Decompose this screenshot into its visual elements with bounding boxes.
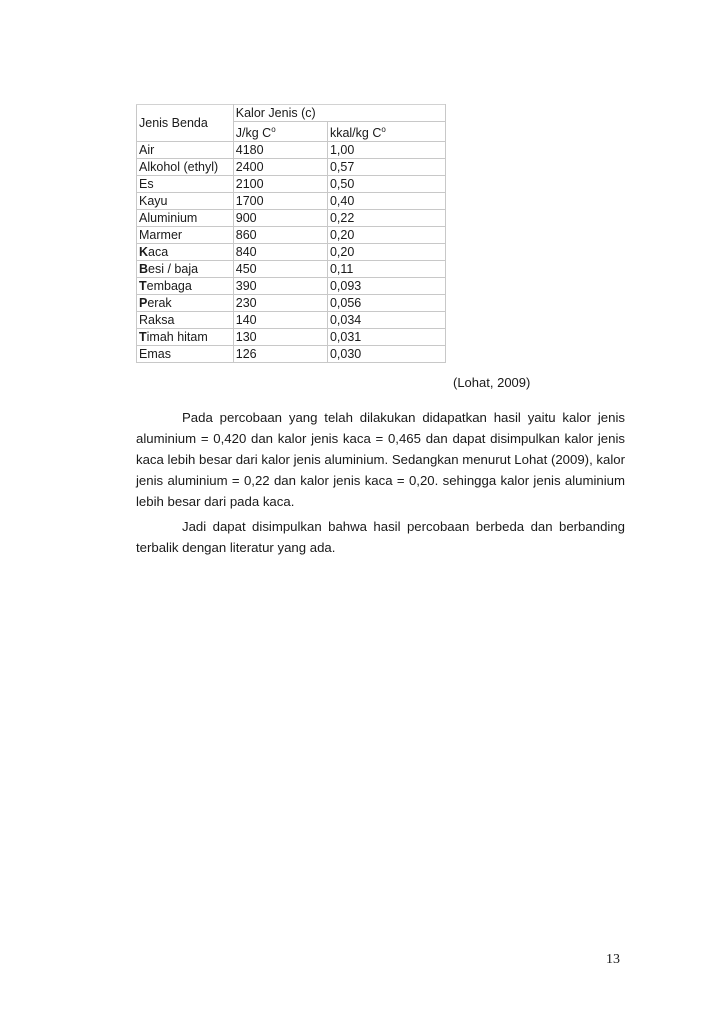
value-joule: 126: [233, 346, 327, 363]
table-row: [137, 244, 446, 261]
value-joule: 390: [233, 278, 327, 295]
specific-heat-table: [136, 104, 446, 363]
unit-joule-sup: o: [271, 125, 276, 134]
table-row: [137, 312, 446, 329]
value-kkal: 0,030: [327, 346, 445, 363]
material-name: [137, 244, 234, 261]
value-joule: 450: [233, 261, 327, 278]
material-name: [137, 312, 234, 329]
value-joule: 140: [233, 312, 327, 329]
value-kkal: 0,20: [327, 244, 445, 261]
table-row: [137, 346, 446, 363]
material-initial: P: [139, 296, 148, 311]
material-name: [137, 193, 234, 210]
value-kkal: 0,57: [327, 159, 445, 176]
material-name: [137, 159, 234, 176]
value-kkal: 0,093: [327, 278, 445, 295]
material-name: [137, 295, 234, 312]
material-initial: T: [139, 330, 147, 345]
value-joule: 2400: [233, 159, 327, 176]
table-row: [137, 278, 446, 295]
material-name: [137, 227, 234, 244]
table-row: [137, 159, 446, 176]
table-row: [137, 227, 446, 244]
material-name: [137, 176, 234, 193]
material-name-text: Air: [139, 143, 155, 158]
table-row: [137, 142, 446, 159]
material-name-text: Alkohol (ethyl): [139, 160, 219, 175]
value-joule: 4180: [233, 142, 327, 159]
value-kkal: 0,20: [327, 227, 445, 244]
material-name-text: erak: [147, 296, 172, 311]
paragraph-result: Pada percobaan yang telah dilakukan didapatkan hasil yaitu kalor jenis aluminium = 0,420 dan kalor jenis kaca = 0,465 dan dapat disimpulkan kalor jenis kaca lebih besar dari kalor jenis aluminium. Sedangkan menurut Lohat (2009), kalor jenis aluminium = 0,22 dan kalor jenis kaca = 0,20. sehingga kalor jenis aluminium lebih besar dari pada kaca.: [136, 410, 625, 509]
material-name: [137, 142, 234, 159]
material-name-text: Marmer: [139, 228, 183, 243]
value-kkal: 0,22: [327, 210, 445, 227]
table-row: [137, 295, 446, 312]
material-name-text: imah hitam: [146, 330, 208, 345]
material-name-text: Es: [139, 177, 154, 192]
table-row: [137, 210, 446, 227]
material-name: [137, 278, 234, 295]
table-row: [137, 261, 446, 278]
unit-kkal-text: kkal/kg C: [329, 126, 382, 141]
header-unit-kkal: [327, 122, 445, 142]
material-name: [137, 261, 234, 278]
value-joule: 860: [233, 227, 327, 244]
material-initial: T: [139, 279, 147, 294]
citation: (Lohat, 2009): [453, 375, 531, 390]
header-jenis-benda: Jenis Benda: [137, 105, 234, 142]
value-kkal: 0,056: [327, 295, 445, 312]
table-row: [137, 176, 446, 193]
value-joule: 900: [233, 210, 327, 227]
value-joule: 230: [233, 295, 327, 312]
value-kkal: 1,00: [327, 142, 445, 159]
value-joule: 130: [233, 329, 327, 346]
material-name-text: Kayu: [139, 194, 168, 209]
value-kkal: 0,11: [327, 261, 445, 278]
material-name-text: Aluminium: [139, 211, 198, 226]
table-row: [137, 193, 446, 210]
value-kkal: 0,50: [327, 176, 445, 193]
header-kalor-jenis: Kalor Jenis (c): [233, 105, 445, 122]
table-header-row: [137, 105, 446, 122]
material-name-text: Raksa: [139, 313, 175, 328]
value-kkal: 0,40: [327, 193, 445, 210]
value-joule: 840: [233, 244, 327, 261]
page-number: 13: [606, 952, 620, 967]
value-joule: 2100: [233, 176, 327, 193]
unit-joule-text: J/kg C: [235, 126, 272, 141]
material-name: [137, 346, 234, 363]
value-kkal: 0,031: [327, 329, 445, 346]
material-name-text: embaga: [146, 279, 192, 294]
material-name-text: Emas: [139, 347, 171, 362]
table-row: [137, 329, 446, 346]
paragraph-conclusion: Jadi dapat disimpulkan bahwa hasil percobaan berbeda dan berbanding terbalik dengan literatur yang ada.: [136, 519, 625, 555]
material-initial: K: [139, 245, 149, 260]
material-name-text: aca: [148, 245, 169, 260]
value-joule: 1700: [233, 193, 327, 210]
material-name: [137, 210, 234, 227]
material-name: [137, 329, 234, 346]
material-initial: B: [139, 262, 149, 277]
value-kkal: 0,034: [327, 312, 445, 329]
unit-kkal-sup: o: [381, 125, 386, 134]
header-unit-joule: [233, 122, 327, 142]
material-name-text: esi / baja: [148, 262, 199, 277]
